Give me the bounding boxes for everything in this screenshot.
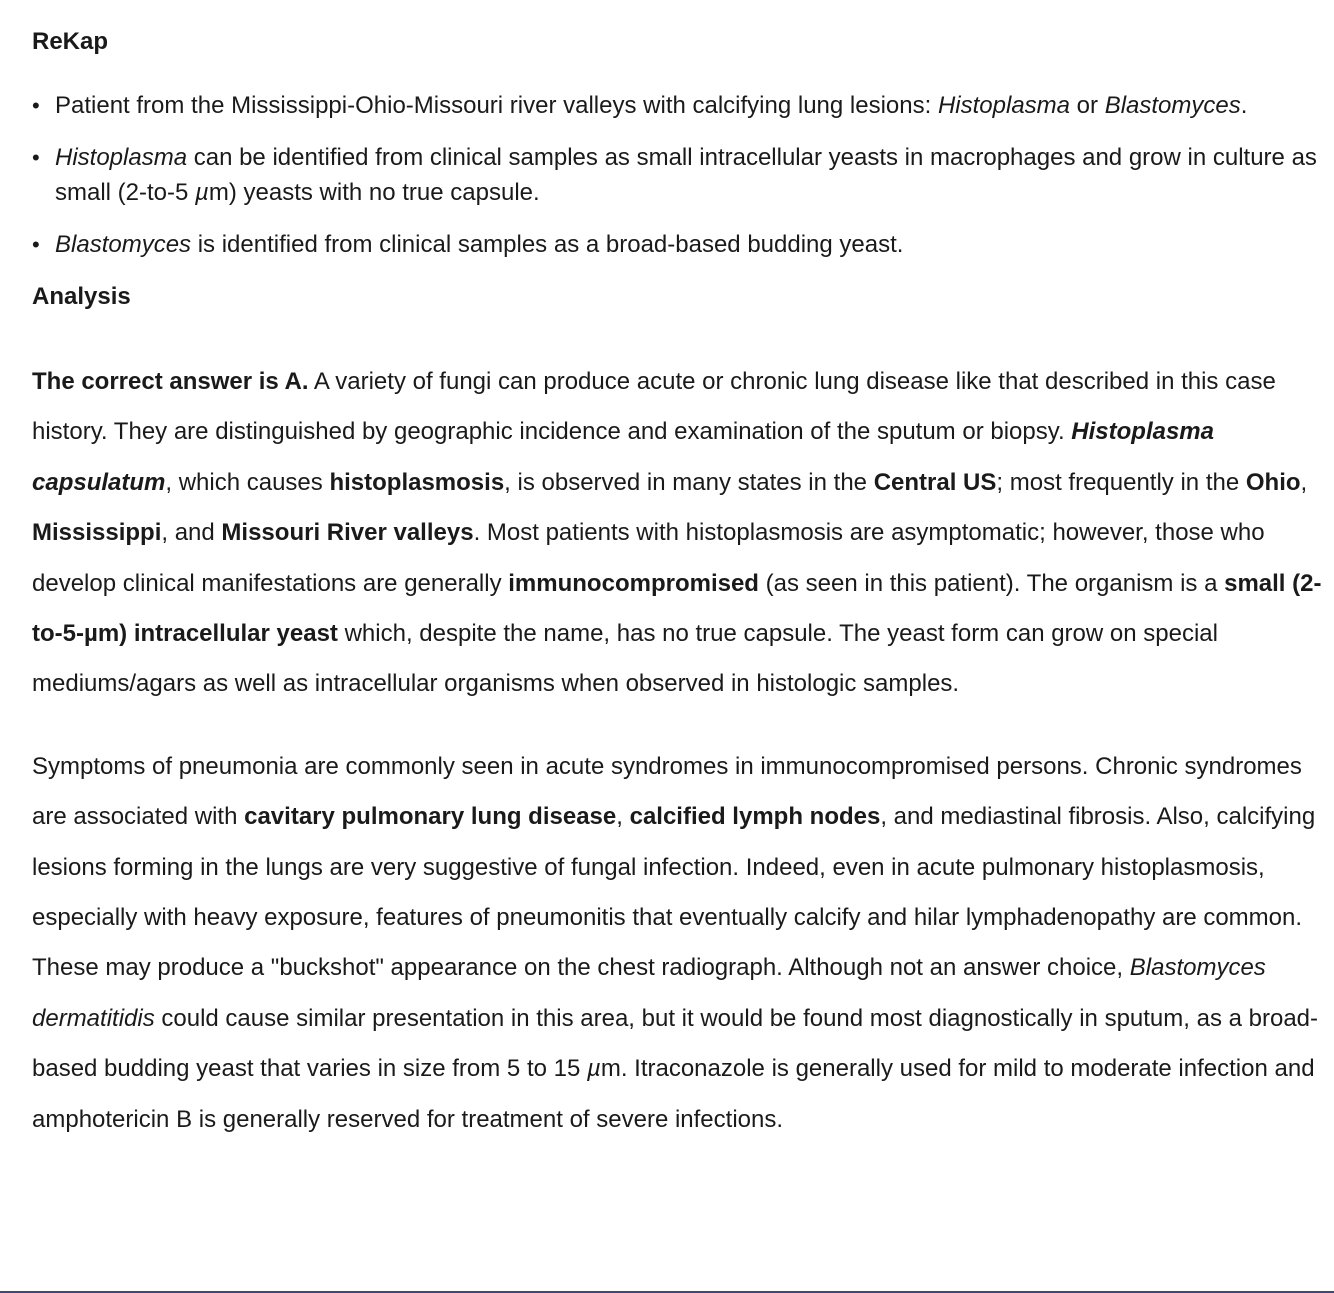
rekap-bullet-text	[55, 144, 1317, 206]
text-segment: A variety of fungi can produce acute or chronic lung disease like that described in this case history. They are distinguished by geographic incidence and examination of the sputum or biopsy.	[32, 368, 1276, 446]
text-segment: .	[1240, 92, 1248, 119]
bold-text-segment: Mississippi	[32, 519, 162, 547]
bold-text-segment: Ohio	[1245, 468, 1301, 496]
rekap-heading: ReKap	[32, 28, 109, 55]
bold-text-segment: immunocompromised	[508, 569, 759, 597]
italic-text-segment: Histoplasma	[937, 92, 1071, 119]
analysis-paragraph	[32, 742, 1322, 1145]
analysis-paragraph	[32, 357, 1322, 710]
text-segment: could cause similar presentation in this area, but it would be found most diagnostically in sputum, as a broad-based budding yeast that varies in size from 5 to 15	[32, 1004, 1319, 1083]
bullet-dot-icon: •	[32, 145, 40, 170]
bold-text-segment: The correct answer is A.	[32, 368, 309, 395]
bold-text-segment: cavitary pulmonary lung disease	[244, 803, 617, 831]
text-segment: Patient from the Mississippi-Ohio-Missouri river valleys with calcifying lung lesions:	[55, 92, 938, 119]
rekap-bullet	[32, 227, 1322, 262]
bold-text-segment: small (2-to-5-µm) intracellular yeast	[32, 569, 1322, 648]
text-segment: ,	[616, 803, 630, 831]
text-segment: can be identified from clinical samples as small intracellular yeasts in macrophages and grow in culture as small (2-to-5	[55, 144, 1317, 206]
bold-text-segment: Missouri River valleys	[221, 519, 474, 547]
bold-text-segment: Central US	[873, 468, 997, 496]
rekap-bullet	[32, 140, 1322, 210]
bold-text-segment: histoplasmosis	[329, 468, 505, 496]
italic-text-segment: Blastomyces	[55, 231, 192, 258]
text-segment: , which causes	[165, 468, 330, 496]
text-segment: is identified from clinical samples as a broad-based budding yeast.	[191, 231, 904, 258]
text-segment: or	[1070, 92, 1105, 119]
text-segment: m) yeasts with no true capsule.	[208, 179, 540, 206]
text-segment: which, despite the name, has no true capsule. The yeast form can grow on special mediums/agars as well as intracellular organisms when observed in histologic samples.	[32, 620, 1218, 698]
italic-text-segment: Blastomyces dermatitidis	[32, 954, 1266, 1032]
italic-text-segment: Blastomyces	[1104, 92, 1241, 119]
bullet-dot-icon: •	[32, 232, 40, 257]
italic-text-segment: µ	[195, 179, 209, 206]
explanation-content	[32, 0, 1322, 1145]
text-segment: Symptoms of pneumonia are commonly seen in acute syndromes in immunocompromised persons. Chronic syndromes are associated with	[32, 752, 1302, 831]
text-segment: m. Itraconazole is generally used for mild to moderate infection and amphotericin B is generally reserved for treatment of severe infections.	[32, 1055, 1315, 1133]
rekap-bullet	[32, 88, 1322, 123]
rekap-bullet-text	[55, 92, 1247, 119]
text-segment: ; most frequently in the	[996, 468, 1246, 496]
text-segment: . Most patients with histoplasmosis are asymptomatic; however, those who develop clinical manifestations are generally	[32, 519, 1265, 597]
text-segment: , is observed in many states in the	[504, 468, 874, 496]
bold-text-segment: calcified lymph nodes	[629, 803, 881, 831]
rekap-bullet-list	[32, 88, 1322, 262]
bold-italic-text-segment: Histoplasma capsulatum	[32, 418, 1214, 496]
rekap-bullet-text	[55, 231, 903, 258]
italic-text-segment: µ	[587, 1055, 601, 1083]
text-segment: , and	[161, 519, 222, 547]
analysis-heading: Analysis	[32, 283, 131, 310]
text-segment: (as seen in this patient). The organism is a	[758, 569, 1225, 597]
text-segment: ,	[1300, 468, 1308, 496]
italic-text-segment: Histoplasma	[55, 144, 188, 171]
text-segment: , and mediastinal fibrosis. Also, calcifying lesions forming in the lungs are very suggestive of fungal infection. Indeed, even in acute pulmonary histoplasmosis, especially with heavy exposure, features of pneumonitis that eventually calcify and hilar lymphadenopathy are common. These may produce a "buckshot" appearance on the chest radiograph. Although not an answer choice,	[32, 803, 1316, 982]
bullet-dot-icon: •	[32, 93, 40, 118]
